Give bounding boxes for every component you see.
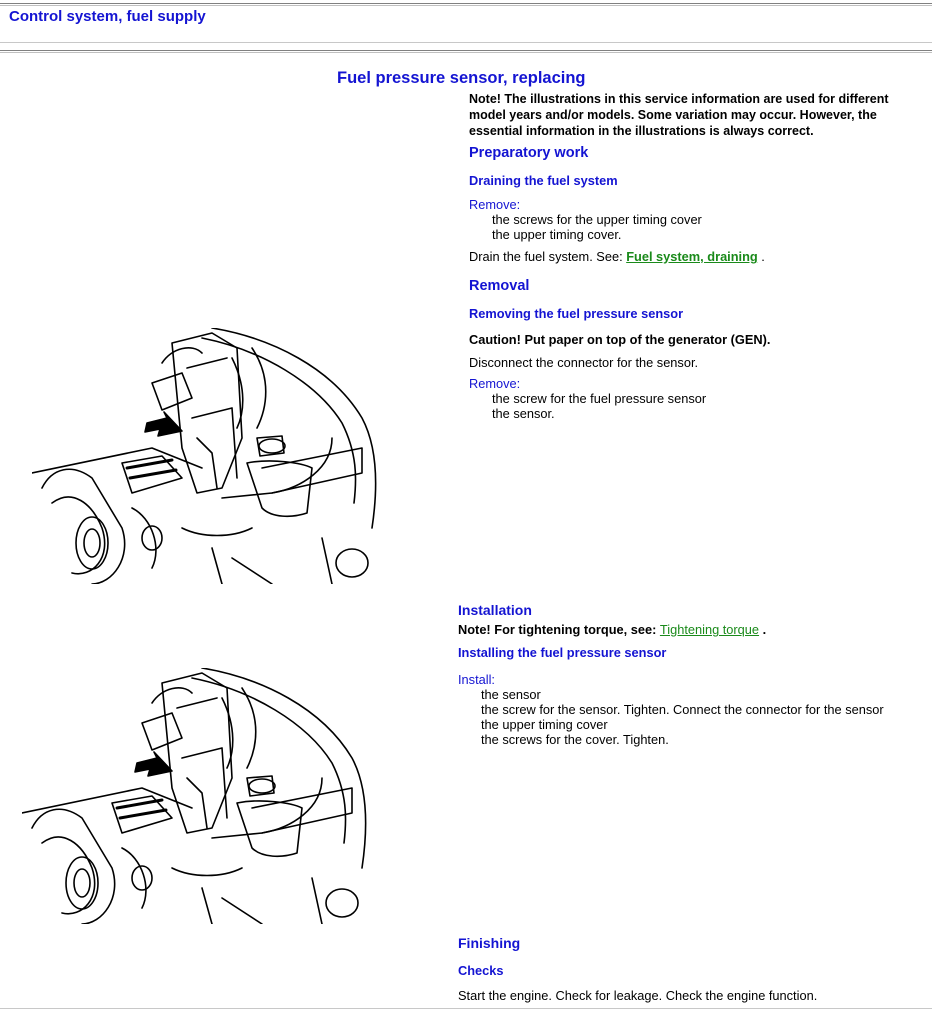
drain-instruction: Drain the fuel system. See: Fuel system, draining . <box>469 249 765 264</box>
list-item: the sensor. <box>492 406 555 421</box>
illustration-note: Note! The illustrations in this service information are used for different model years and/or models. Some variation may occur. However, the essential information in the illustrations is always correct. <box>469 92 889 138</box>
remove-label: Remove: <box>469 376 521 391</box>
section-title: Control system, fuel supply <box>9 8 206 25</box>
removal-heading: Removal <box>469 278 530 294</box>
remove-list <box>469 391 706 421</box>
install-label: Install: <box>458 672 495 687</box>
removing-subheading: Removing the fuel pressure sensor <box>469 306 684 321</box>
fuel-system-draining-link[interactable]: Fuel system, draining <box>626 249 758 264</box>
list-item: the screw for the sensor. Tighten. Connect the connector for the sensor <box>481 702 884 717</box>
preparatory-heading: Preparatory work <box>469 145 589 161</box>
list-item: the upper timing cover. <box>492 227 622 242</box>
finishing-text: Start the engine. Check for leakage. Check the engine function. <box>458 988 818 1003</box>
list-item: the upper timing cover <box>481 717 608 732</box>
page-title: Fuel pressure sensor, replacing <box>337 69 586 87</box>
top-rule <box>0 3 932 6</box>
finishing-heading: Finishing <box>458 935 521 951</box>
removal-diagram <box>32 328 378 584</box>
tightening-torque-link[interactable]: Tightening torque <box>659 622 760 637</box>
list-item: the sensor <box>481 687 541 702</box>
header-rule <box>0 42 932 43</box>
draining-subheading: Draining the fuel system <box>469 173 618 188</box>
torque-note: Note! For tightening torque, see: Tightening torque . <box>458 622 767 637</box>
disconnect-text: Disconnect the connector for the sensor. <box>469 355 699 370</box>
list-item: the screw for the fuel pressure sensor <box>492 391 707 406</box>
installing-subheading: Installing the fuel pressure sensor <box>458 645 667 660</box>
install-list <box>458 687 884 747</box>
list-item: the screws for the cover. Tighten. <box>481 732 669 747</box>
header-bottom-rule <box>0 50 932 53</box>
remove-list <box>469 212 702 242</box>
installation-heading: Installation <box>458 602 532 618</box>
caution-text: Caution! Put paper on top of the generator (GEN). <box>469 332 771 347</box>
footer-rule <box>0 1008 932 1009</box>
list-item: the screws for the upper timing cover <box>492 212 702 227</box>
installation-diagram <box>22 668 368 924</box>
checks-subheading: Checks <box>458 963 504 978</box>
remove-label: Remove: <box>469 197 521 212</box>
